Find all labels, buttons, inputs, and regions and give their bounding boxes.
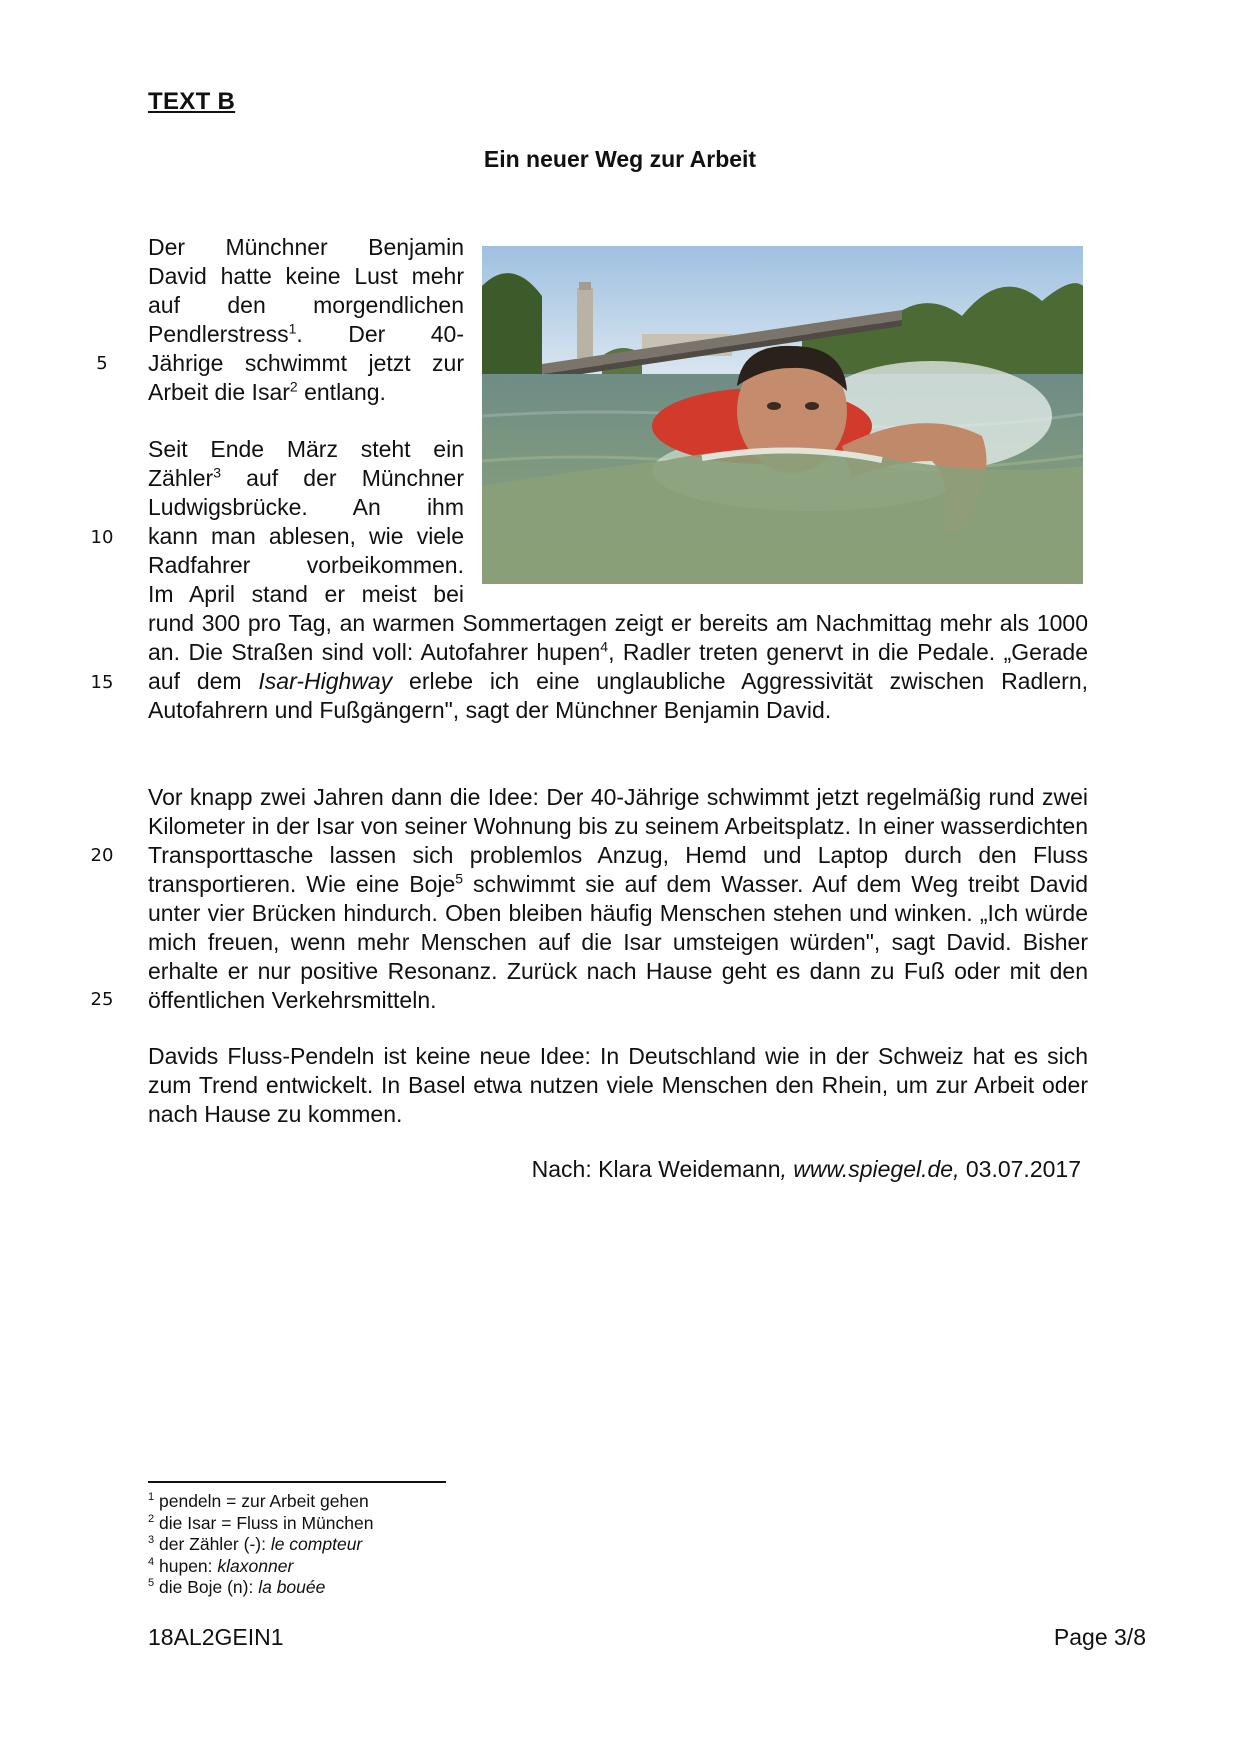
- footnote-ref: 4: [600, 638, 609, 655]
- text-fragment: erlebe ich eine unglaubliche Aggressivität zwischen Radlern, Autofahrern und Fußgängern", sagt der Münchner Benjamin David.: [148, 668, 1089, 723]
- text-line: [148, 320, 464, 349]
- footnote-translation: le compteur: [270, 1534, 363, 1554]
- footnote-translation: la bouée: [258, 1577, 326, 1597]
- text-fragment: Arbeit die Isar: [148, 379, 290, 405]
- footnote-ref: 3: [213, 464, 221, 481]
- text-line: auf den morgendlichen: [148, 292, 464, 318]
- text-fragment: entlang.: [297, 379, 386, 405]
- text-fragment: schwimmt sie auf dem Wasser. Auf dem Weg treibt David unter vier Brücken hindurch. Oben bleiben häufig Menschen stehen und winken. „Ich würde mich freuen, wenn mehr Menschen auf die Isar umsteigen würden", sagt David. Bisher erhalte er nur positive Resonanz. Zurück nach Hause geht es dann zu Fuß oder mit den öffentlichen Verkehrsmitteln.: [148, 871, 1088, 1013]
- text-fragment: Pendlerstress: [148, 321, 289, 347]
- source-citation: [148, 1156, 1081, 1183]
- swimmer-illustration: [482, 246, 1083, 584]
- article-photo: [482, 246, 1083, 584]
- footnote-mark: 2: [148, 1512, 155, 1525]
- footnote-divider: [148, 1481, 446, 1483]
- paragraph-2-continued: [148, 609, 1088, 725]
- footnote-mark: 1: [148, 1491, 155, 1504]
- footnote-mark: 4: [148, 1555, 155, 1568]
- document-code: 18AL2GEIN1: [148, 1624, 284, 1650]
- footnote-text: pendeln = zur Arbeit gehen: [159, 1491, 369, 1511]
- text-fragment: Vor knapp zwei Jahren dann die Idee: Der 40-Jährige schwimmt jetzt regelmäßig rund zwei Kilometer in der Isar von seiner Wohnung bis zu seinem Arbeitsplatz. In einer wasserdichten Transporttasche lassen sich problemlos Anzug, Hemd und Laptop durch den Fluss transportieren. Wie eine Boje: [148, 784, 1088, 897]
- footnote-text: der Zähler (-):: [159, 1534, 271, 1554]
- text-line: Jährige schwimmt jetzt zur: [148, 350, 464, 376]
- footnote-text: die Isar = Fluss in München: [159, 1512, 374, 1533]
- text-line: Radfahrer vorbeikommen.: [148, 552, 464, 578]
- line-number: 10: [90, 527, 114, 548]
- paragraph-4: Davids Fluss-Pendeln ist keine neue Idee: In Deutschland wie in der Schweiz hat es sich zum Trend entwickelt. In Basel etwa nutzen viele Menschen den Rhein, um zur Arbeit oder nach Hause zu kommen.: [148, 1043, 1088, 1127]
- text-line: kann man ablesen, wie viele: [148, 523, 464, 549]
- source-author: Nach: Klara Weidemann: [531, 1156, 781, 1182]
- text-line: Im April stand er meist bei: [148, 581, 464, 607]
- footnote-text: die Boje (n):: [159, 1577, 259, 1597]
- text-line: Seit Ende März steht ein: [148, 436, 464, 462]
- footnote: [148, 1577, 648, 1599]
- text-fragment: . Der 40-: [296, 321, 464, 347]
- source-date: 03.07.2017: [959, 1156, 1081, 1182]
- footnote-text: hupen:: [159, 1555, 218, 1576]
- text-line: [148, 378, 464, 407]
- line-number: 5: [96, 353, 108, 374]
- section-label: TEXT B: [148, 88, 236, 115]
- paragraph-2-column: [148, 435, 464, 609]
- text-fragment: auf der Münchner: [221, 465, 464, 491]
- footnote-mark: 5: [148, 1577, 155, 1590]
- paragraph-3: [148, 783, 1088, 1015]
- footnote: [148, 1534, 648, 1556]
- source-site: , www.spiegel.de,: [780, 1156, 960, 1182]
- paragraph-1: [148, 233, 464, 407]
- line-number: 15: [90, 672, 114, 693]
- page-number: Page 3/8: [1053, 1624, 1146, 1650]
- text-fragment-italic: Isar-Highway: [258, 668, 393, 694]
- article-title: Ein neuer Weg zur Arbeit: [483, 146, 757, 172]
- text-line: David hatte keine Lust mehr: [148, 263, 464, 289]
- footnote-ref: 2: [289, 378, 298, 395]
- footnote-translation: klaxonner: [217, 1555, 294, 1576]
- text-line: Der Münchner Benjamin: [148, 234, 464, 260]
- text-fragment: rund 300 pro Tag, an warmen Sommertagen zeigt er bereits am Nachmittag mehr als 1000 an. Die Straßen sind voll: Autofahrer hupen: [148, 610, 1088, 665]
- line-number: 25: [90, 989, 114, 1010]
- text-fragment: , Radler treten genervt in die Pedale. „Gerade auf dem: [148, 639, 1088, 694]
- footnote-ref: 5: [455, 870, 464, 887]
- footnote-mark: 3: [148, 1534, 155, 1547]
- text-line: Ludwigsbrücke. An ihm: [148, 494, 464, 520]
- footnote: [148, 1513, 648, 1535]
- line-number: 20: [90, 845, 114, 866]
- footnote-ref: 1: [288, 320, 297, 337]
- text-line: [148, 464, 464, 493]
- footnote: [148, 1491, 648, 1513]
- footnotes: [148, 1491, 648, 1599]
- text-fragment: Zähler: [148, 465, 214, 491]
- footnote: [148, 1556, 648, 1578]
